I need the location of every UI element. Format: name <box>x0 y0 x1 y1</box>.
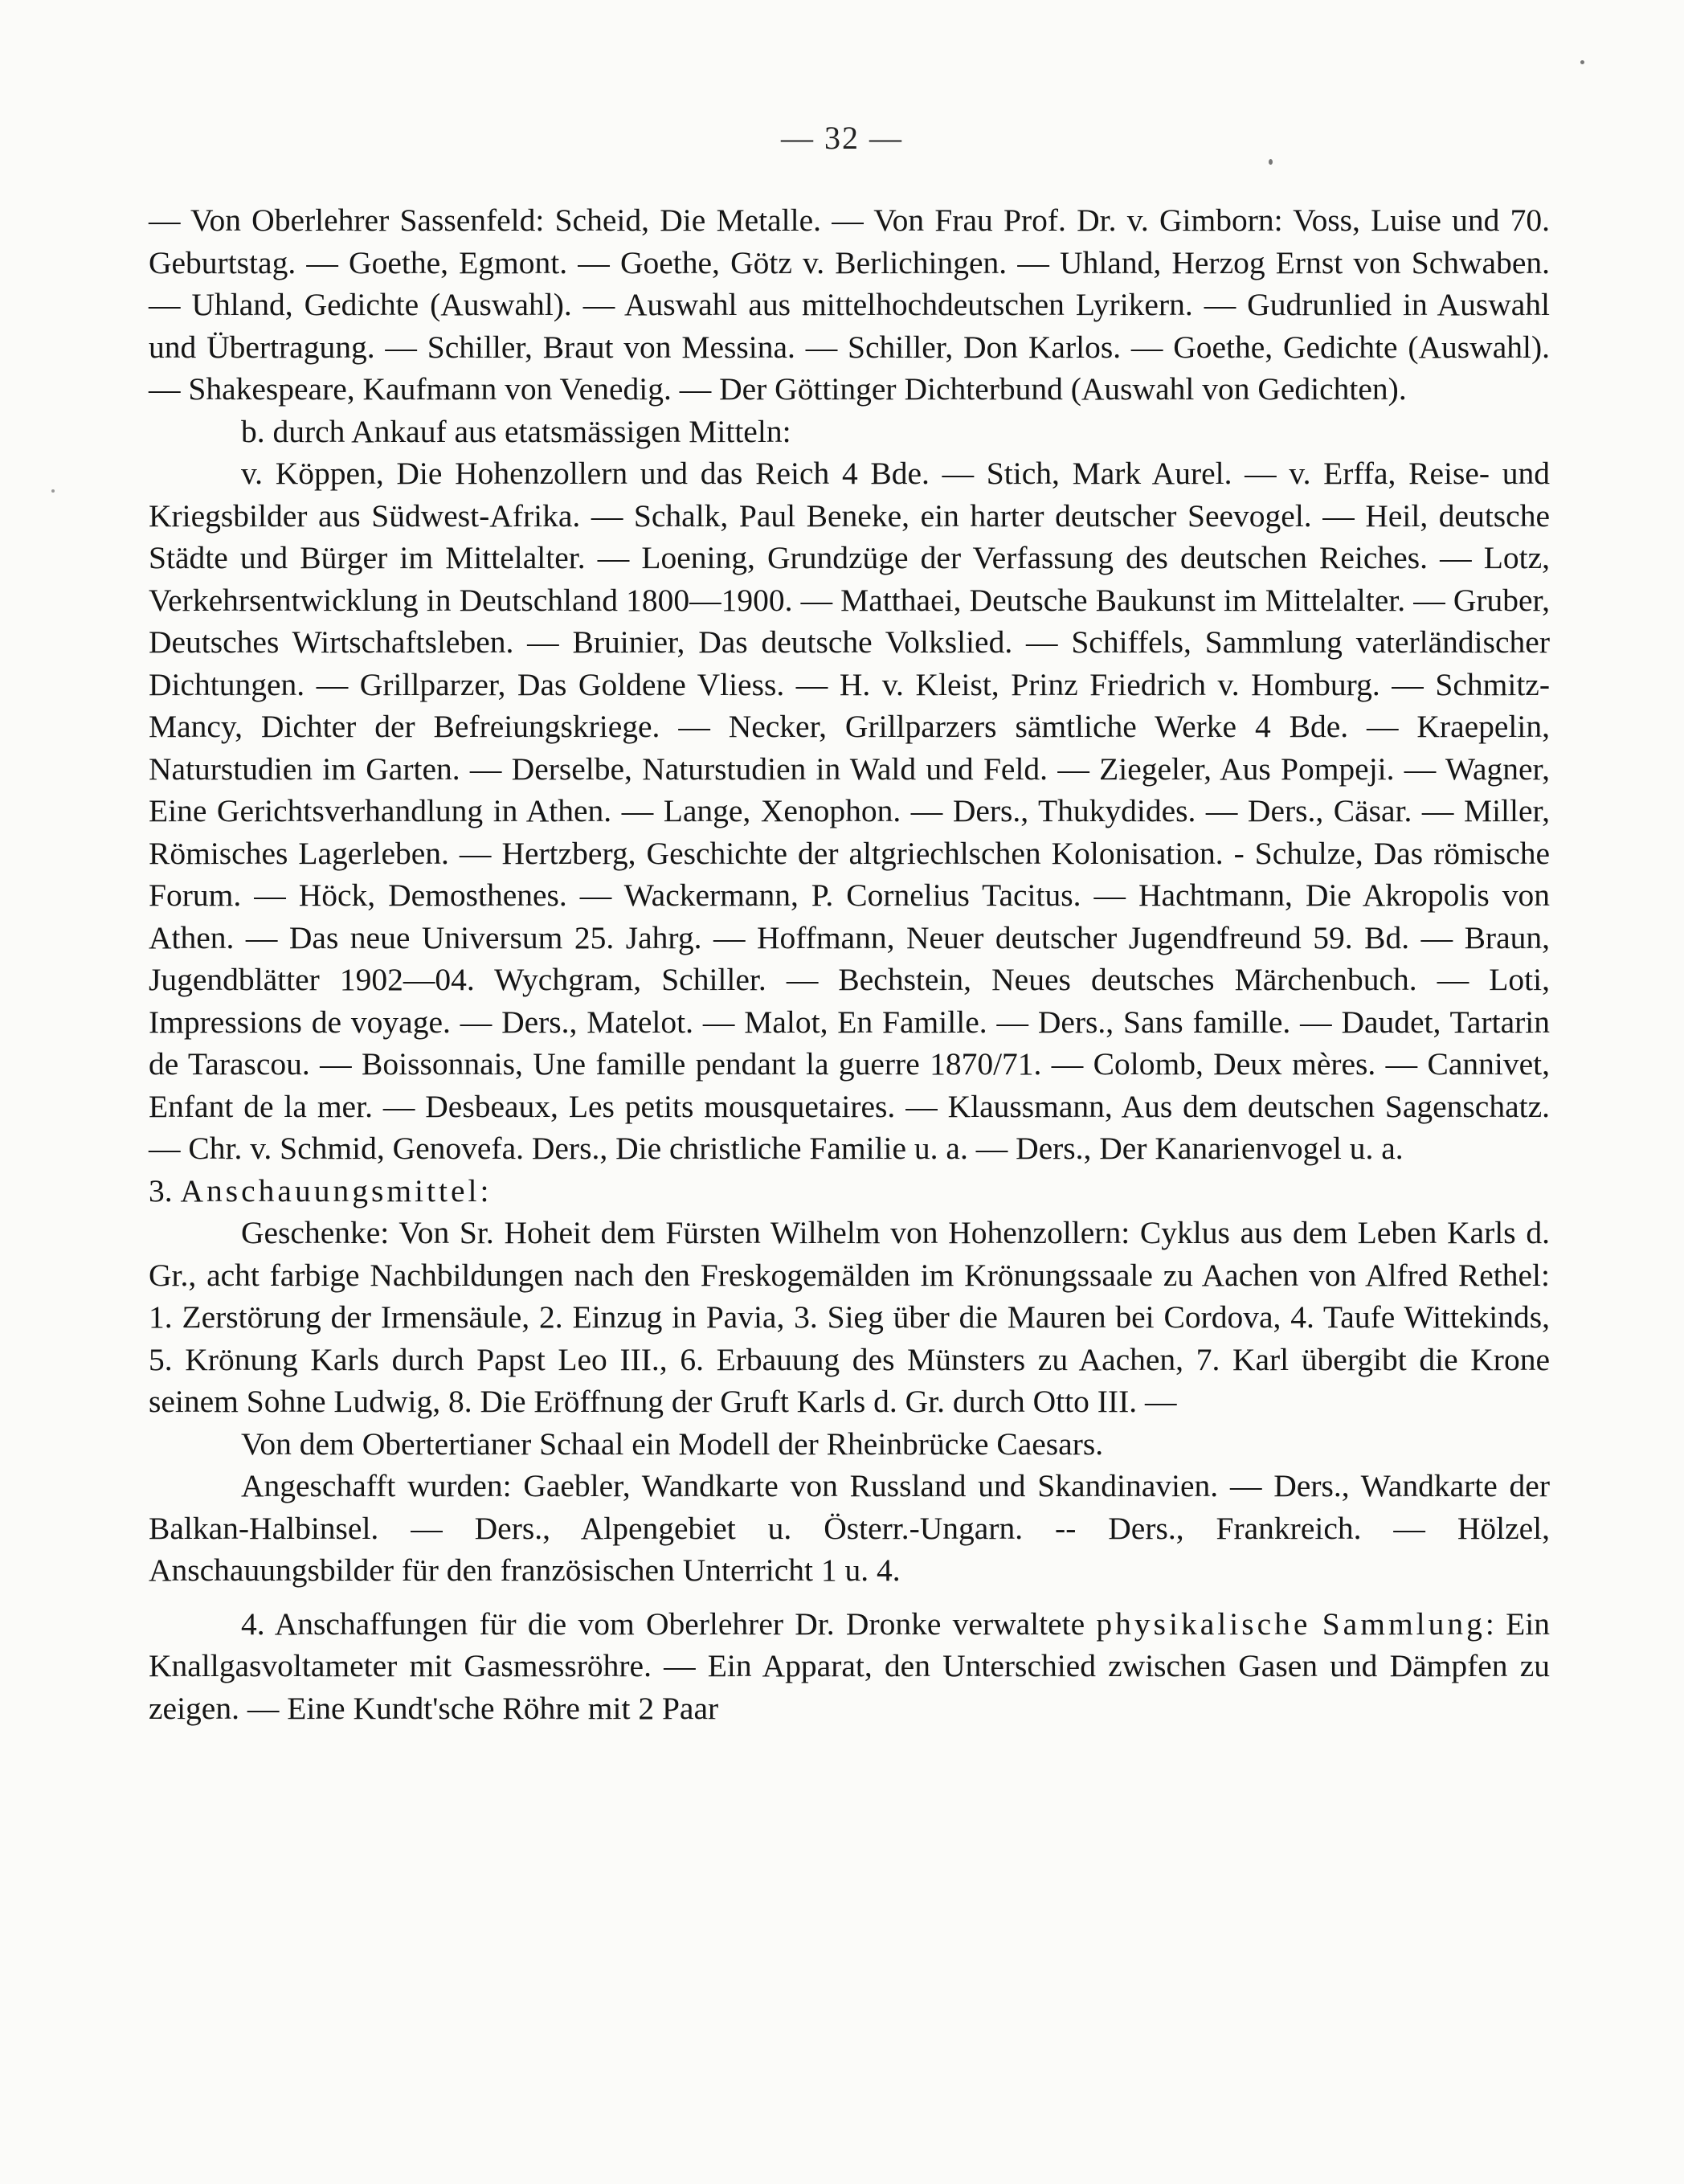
section-4-spaced-word-b: Sammlung <box>1322 1605 1486 1642</box>
purchase-heading: b. durch Ankauf aus etatsmässigen Mitteln: <box>241 413 791 449</box>
section-3-purchased: Angeschafft wurden: Gaebler, Wandkarte von Russland und Skandinavien. — Ders., Wandkarte der Balkan-Halbinsel. — Ders., Alpengebiet u. Österr.-Ungarn. -- Ders., Frankreich. — Hölzel, Anschauungsbilder für den französischen Unterricht 1 u. 4. <box>149 1468 1550 1588</box>
section-4-rest: : Ein Knallgasvoltameter mit Gasmessröhre. — Ein Apparat, den Unterschied zwischen Gasen und Dämpfen zu zeigen. — Eine Kundt'sche Röhre mit 2 Paar <box>149 1605 1551 1726</box>
gifts-paragraph: — Von Oberlehrer Sassenfeld: Scheid, Die Metalle. — Von Frau Prof. Dr. v. Gimborn: Voss, Luise und 70. Geburtstag. — Goethe, Egmont. — Goethe, Götz v. Berlichingen. — Uhland, Herzog Ernst von Schwaben. — Uhland, Gedichte (Auswahl). — Auswahl aus mittelhochdeutschen Lyrikern. — Gudrunlied in Auswahl und Übertragung. — Schiller, Braut von Messina. — Schiller, Don Karlos. — Goethe, Gedichte (Auswahl). — Shakespeare, Kaufmann von Venedig. — Der Göttinger Dichterbund (Auswahl von Gedichten). <box>149 202 1550 407</box>
page-number: — 32 — <box>781 120 903 156</box>
paper-speck <box>1580 60 1584 64</box>
section-4-spaced-word-a: physikalische <box>1096 1605 1311 1642</box>
section-3-title: Anschauungsmittel: <box>180 1172 493 1209</box>
section-3-model-gift: Von dem Obertertianer Schaal ein Modell der Rheinbrücke Caesars. <box>241 1425 1104 1462</box>
section-4-paragraph <box>149 1603 1550 1730</box>
purchase-list-paragraph: v. Köppen, Die Hohenzollern und das Reich 4 Bde. — Stich, Mark Aurel. — v. Erffa, Reise- und Kriegsbilder aus Südwest-Afrika. — Schalk, Paul Beneke, ein harter deutscher Seevogel. — Heil, deutsche Städte und Bürger im Mittelalter. — Loening, Grundzüge der Verfassung des deutschen Reiches. — Lotz, Verkehrsentwicklung in Deutschland 1800—1900. — Matthaei, Deutsche Baukunst im Mittelalter. — Gruber, Deutsches Wirtschaftsleben. — Bruinier, Das deutsche Volkslied. — Schiffels, Sammlung vaterländischer Dichtungen. — Grillparzer, Das Goldene Vliess. — H. v. Kleist, Prinz Friedrich v. Homburg. — Schmitz-Mancy, Dichter der Befreiungskriege. — Necker, Grillparzers sämtliche Werke 4 Bde. — Kraepelin, Naturstudien im Garten. — Derselbe, Naturstudien in Wald und Feld. — Ziegeler, Aus Pompeji. — Wagner, Eine Gerichtsverhandlung in Athen. — Lange, Xenophon. — Ders., Thukydides. — Ders., Cäsar. — Miller, Römisches Lagerleben. — Hertzberg, Geschichte der altgriechlschen Kolonisation. - Schulze, Das römische Forum. — Höck, Demosthenes. — Wackermann, P. Cornelius Tacitus. — Hachtmann, Die Akropolis von Athen. — Das neue Universum 25. Jahrg. — Hoffmann, Neuer deutscher Jugendfreund 59. Bd. — Braun, Jugendblätter 1902—04. Wychgram, Schiller. — Bechstein, Neues deutsches Märchenbuch. — Loti, Impressions de voyage. — Ders., Matelot. — Malot, En Famille. — Ders., Sans famille. — Daudet, Tartarin de Tarascou. — Boissonnais, Une famille pendant la guerre 1870/71. — Colomb, Deux mères. — Cannivet, Enfant de la mer. — Desbeaux, Les petits mousquetaires. — Klaussmann, Aus dem deutschen Sagenschatz. — Chr. v. Schmid, Genovefa. Ders., Die christliche Familie u. a. — Ders., Der Kanarienvogel u. a. <box>149 456 1550 1166</box>
section-3-heading <box>149 1170 1550 1213</box>
paper-speck <box>1269 159 1273 165</box>
page-body <box>149 199 1550 1729</box>
section-3-number: 3. <box>149 1172 173 1209</box>
paper-speck <box>51 489 55 493</box>
section-4-lead: 4. Anschaffungen für die vom Oberlehrer Dr. Dronke verwaltete <box>241 1605 1085 1642</box>
section-3-gifts: Geschenke: Von Sr. Hoheit dem Fürsten Wilhelm von Hohenzollern: Cyklus aus dem Leben Karls d. Gr., acht farbige Nachbildungen nach den Freskogemälden im Krönungssaale zu Aachen von Alfred Rethel: 1. Zerstörung der Irmensäule, 2. Einzug in Pavia, 3. Sieg über die Mauren bei Cordova, 4. Taufe Wittekinds, 5. Krönung Karls durch Papst Leo III., 6. Erbauung des Münsters zu Aachen, 7. Karl übergibt die Krone seinem Sohne Ludwig, 8. Die Eröffnung der Gruft Karls d. Gr. durch Otto III. — <box>149 1215 1550 1419</box>
